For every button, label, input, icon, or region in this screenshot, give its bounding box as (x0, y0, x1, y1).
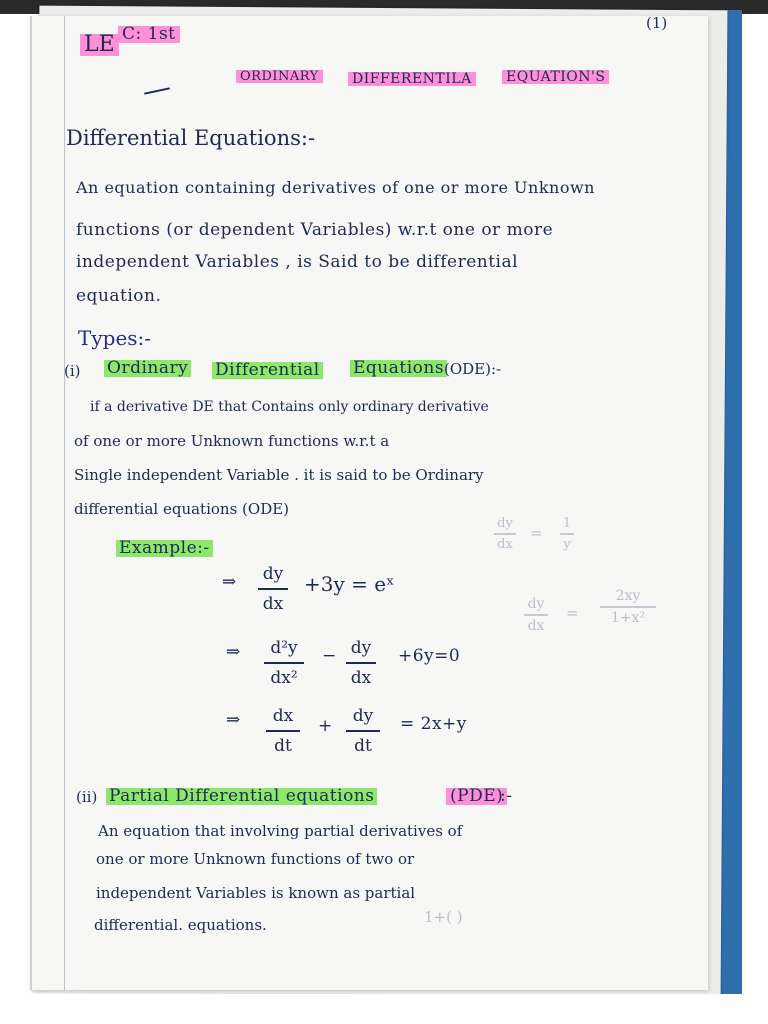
pde-line-4: differential. equations. (94, 916, 267, 934)
example-1-fraction (258, 564, 288, 614)
faint-fraction-2 (524, 596, 548, 634)
faint-rhs-1 (560, 516, 574, 552)
faint-fraction-2-num: dy (527, 596, 545, 612)
example-2-numerator-2: dy (350, 638, 372, 658)
example-2-fraction-1 (264, 638, 304, 688)
example-2-operator: − (322, 646, 337, 666)
example-1-arrow: ⇒ (222, 572, 237, 592)
pde-line-3: independent Variables is known as partial (96, 884, 416, 902)
faint-rhs-1-num: 1 (562, 516, 572, 531)
example-2-fraction-2 (346, 638, 376, 688)
example-3-arrow: ⇒ (226, 710, 241, 730)
pde-label: Partial Differential equations (106, 788, 377, 805)
example-2-arrow: ⇒ (226, 642, 241, 662)
example-1-denominator: dx (262, 594, 284, 614)
faint-rhs-2-den: 1+x² (610, 610, 646, 626)
corner-label: LE (80, 34, 119, 56)
pde-line-1: An equation that involving partial derivatives of (98, 822, 463, 840)
faint-mark-3: 1+( ) (424, 908, 463, 926)
example-label: Example:- (116, 540, 213, 557)
example-3-numerator-1: dx (272, 706, 294, 726)
ode-line-3: Single independent Variable . it is said to be Ordinary (74, 466, 484, 484)
faint-fraction-1 (494, 516, 516, 552)
example-3-rest: = 2x+y (400, 714, 467, 734)
definition-line-3: independent Variables , is Said to be differential (76, 252, 519, 272)
example-2-numerator-1: d²y (270, 638, 298, 658)
ode-word-ordinary: Ordinary (104, 360, 191, 377)
faint-fraction-1-den: dx (497, 537, 513, 552)
definition-line-2: functions (or dependent Variables) w.r.t one or more (76, 220, 554, 240)
example-3-fraction-2 (346, 706, 380, 756)
faint-equals-2: = (566, 604, 579, 622)
ode-line-2: of one or more Unknown functions w.r.t a (74, 432, 390, 450)
faint-rhs-1-den: y (563, 537, 571, 552)
types-heading: Types:- (78, 326, 152, 350)
ode-line-1: if a derivative DE that Contains only ordinary derivative (90, 399, 489, 415)
pde-suffix: :- (500, 786, 513, 806)
faint-rhs-2-num: 2xy (615, 588, 641, 604)
class-label: C: 1st (118, 26, 180, 43)
ode-line-4: differential equations (ODE) (74, 500, 290, 518)
title-word-ordinary: ORDINARY (236, 70, 323, 83)
example-3-denominator-2: dt (354, 736, 372, 756)
page-number: (1) (646, 14, 668, 32)
pde-tag: (PDE) (446, 788, 507, 805)
ode-word-differential: Differential (212, 362, 323, 379)
example-2-rest: +6y=0 (398, 646, 461, 666)
example-1-rest: +3y = eˣ (304, 572, 395, 596)
ode-word-equations: Equations (350, 360, 447, 377)
title-word-differential: DIFFERENTILA (348, 72, 476, 86)
page-bottom-strip (0, 994, 768, 1024)
pde-number: (ii) (76, 788, 98, 806)
margin-line (64, 16, 65, 990)
example-1-numerator: dy (262, 564, 284, 584)
example-3-denominator-1: dt (274, 736, 292, 756)
faint-equals-1: = (530, 524, 543, 542)
title-word-equations: EQUATION'S (502, 70, 609, 84)
section-heading-differential-equations: Differential Equations:- (66, 126, 316, 150)
pde-line-2: one or more Unknown functions of two or (96, 850, 415, 868)
ode-suffix: (ODE):- (444, 360, 502, 378)
ode-number: (i) (64, 362, 81, 380)
example-3-fraction-1 (266, 706, 300, 756)
example-2-denominator-1: dx² (270, 668, 298, 688)
example-3-numerator-2: dy (352, 706, 374, 726)
example-3-operator: + (318, 716, 333, 736)
faint-fraction-2-den: dx (527, 618, 545, 634)
definition-line-4: equation. (76, 286, 162, 306)
faint-fraction-1-num: dy (497, 516, 513, 531)
example-2-denominator-2: dx (350, 668, 372, 688)
faint-rhs-2 (600, 588, 656, 626)
definition-line-1: An equation containing derivatives of one or more Unknown (76, 178, 595, 197)
